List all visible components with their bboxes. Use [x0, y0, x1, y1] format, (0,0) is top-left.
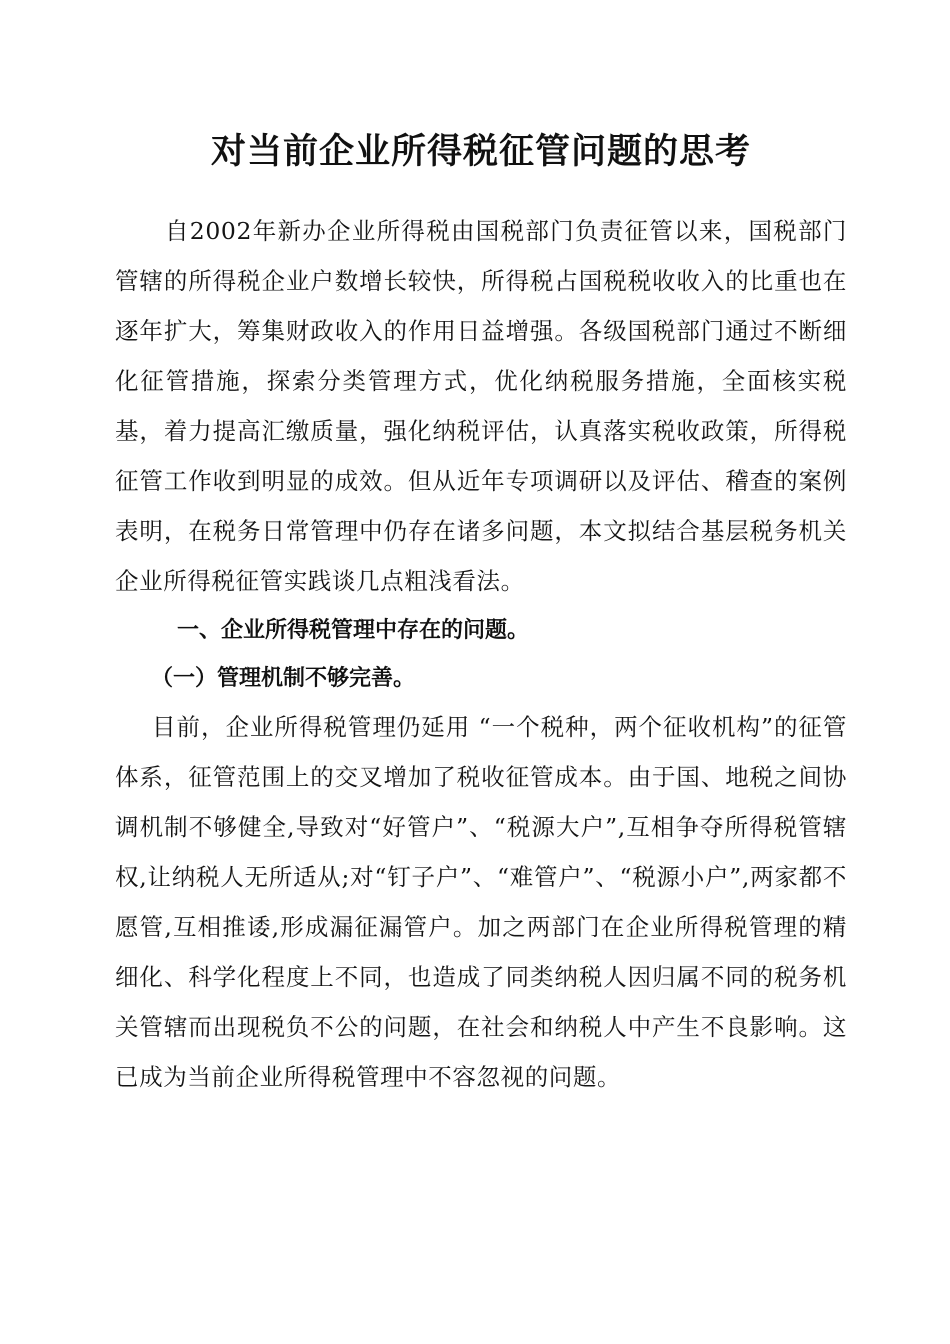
document-title: 对当前企业所得税征管问题的思考 [210, 132, 751, 172]
section-heading: 一、企业所得税管理中存在的问题。 [177, 618, 530, 643]
document-page [115, 128, 847, 1102]
subsection-heading: （一）管理机制不够完善。 [151, 666, 416, 691]
intro-paragraph: 自2002年新办企业所得税由国税部门负责征管以来，国税部门管辖的所得税企业户数增长较快，所得税占国税税收收入的比重也在逐年扩大，筹集财政收入的作用日益增强。各级国税部门通过不断细化征管措施，探索分类管理方式，优化纳税服务措施，全面核实税基，着力提高汇缴质量，强化纳税评估，认真落实税收政策，所得税征管工作收到明显的成效。但从近年专项调研以及评估、稽查的案例表明，在税务日常管理中仍存在诸多问题，本文拟结合基层税务机关企业所得税征管实践谈几点粗浅看法。 [115, 217, 847, 595]
subsection-paragraph: 目前，企业所得税管理仍延用 “一个税种，两个征收机构”的征管体系，征管范围上的交叉增加了税收征管成本。由于国、地税之间协调机制不够健全,导致对“好管户”、“税源大户”,互相争夺所得税管辖权,让纳税人无所适从;对“钉子户”、“难管户”、“税源小户”,两家都不愿管,互相推诿,形成漏征漏管户。加之两部门在企业所得税管理的精细化、科学化程度上不同，也造成了同类纳税人因归属不同的税务机关管辖而出现税负不公的问题，在社会和纳税人中产生不良影响。这已成为当前企业所得税管理中不容忽视的问题。 [115, 713, 847, 1091]
